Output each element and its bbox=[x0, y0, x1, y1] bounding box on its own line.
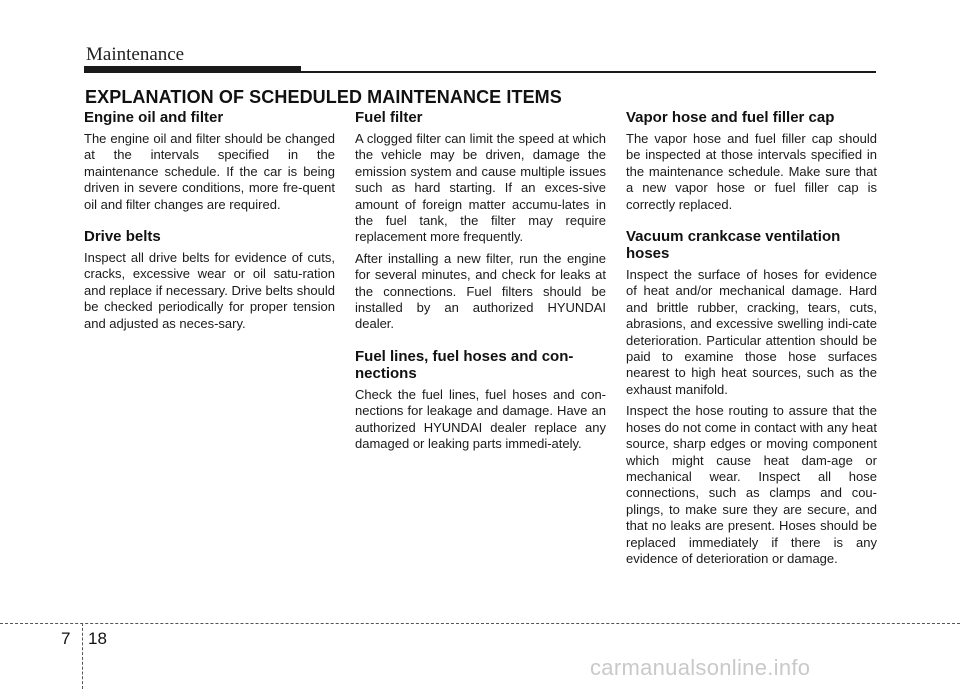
paragraph: Inspect the hose routing to assure that the hoses do not come in contact with any heat source, sharp edges or moving component which might cause heat dam-age or mechanical wear. Inspect all hose connections, such as clamps and cou-plings, to make sure they are secure, and that no leaks are present. Hoses should be replaced immediately if there is any evidence of deterioration or damage. bbox=[626, 403, 877, 566]
section-label: Maintenance bbox=[86, 44, 185, 65]
column-3 bbox=[626, 109, 877, 572]
footer-divider bbox=[82, 623, 83, 689]
header-rule-thick bbox=[84, 66, 301, 73]
paragraph: A clogged filter can limit the speed at which the vehicle may be driven, damage the emission system and cause multiple issues such as hard starting. If an exces-sive amount of foreign matter accumu-lates in the fuel tank, the filter may require replacement more frequently. bbox=[355, 131, 606, 245]
paragraph: Check the fuel lines, fuel hoses and con-nections for leakage and damage. Have an authorized HYUNDAI dealer replace any damaged or leaking parts immedi-ately. bbox=[355, 386, 606, 452]
heading-engine-oil-and-filter: Engine oil and filter bbox=[84, 109, 224, 126]
column-1 bbox=[84, 109, 335, 337]
chapter-number: 7 bbox=[61, 629, 71, 648]
heading-drive-belts: Drive belts bbox=[84, 228, 161, 246]
paragraph: Inspect the surface of hoses for evidence of heat and/or mechanical damage. Hard and brittle rubber, cracking, tears, cuts, abrasions, and excessive swelling indi-cate deterioration. Particular attention should be paid to examine those hose surfaces nearest to high heat sources, such as the exhaust manifold. bbox=[626, 267, 877, 397]
paragraph: Inspect all drive belts for evidence of cuts, cracks, excessive wear or oil satu-ration and replace if necessary. Drive belts should be checked periodically for proper tension and adjusted as neces-sary. bbox=[84, 250, 335, 331]
paragraph: The engine oil and filter should be changed at the intervals specified in the maintenance schedule. If the car is being driven in severe conditions, more fre-quent oil and filter changes are required. bbox=[84, 131, 335, 212]
paragraph: The vapor hose and fuel filler cap should be inspected at those intervals specified in the maintenance schedule. Make sure that a new vapor hose or fuel filler cap is correctly replaced. bbox=[626, 131, 877, 212]
heading-fuel-filter: Fuel filter bbox=[355, 109, 423, 126]
paragraph: After installing a new filter, run the engine for several minutes, and check for leaks at the connections. Fuel filters should be installed by an authorized HYUNDAI dealer. bbox=[355, 250, 606, 332]
header-rule-thin bbox=[301, 71, 876, 73]
heading-fuel-lines: Fuel lines, fuel hoses and con-nections bbox=[355, 347, 574, 382]
watermark: carmanualsonline.info bbox=[590, 655, 811, 680]
footer-rule bbox=[0, 623, 960, 624]
page-number: 18 bbox=[88, 629, 107, 648]
column-2 bbox=[355, 109, 606, 458]
heading-vapor-hose: Vapor hose and fuel filler cap bbox=[626, 109, 835, 126]
heading-vacuum-crankcase: Vacuum crankcase ventilation hoses bbox=[626, 228, 841, 263]
page-title: EXPLANATION OF SCHEDULED MAINTENANCE ITEMS bbox=[85, 87, 562, 107]
